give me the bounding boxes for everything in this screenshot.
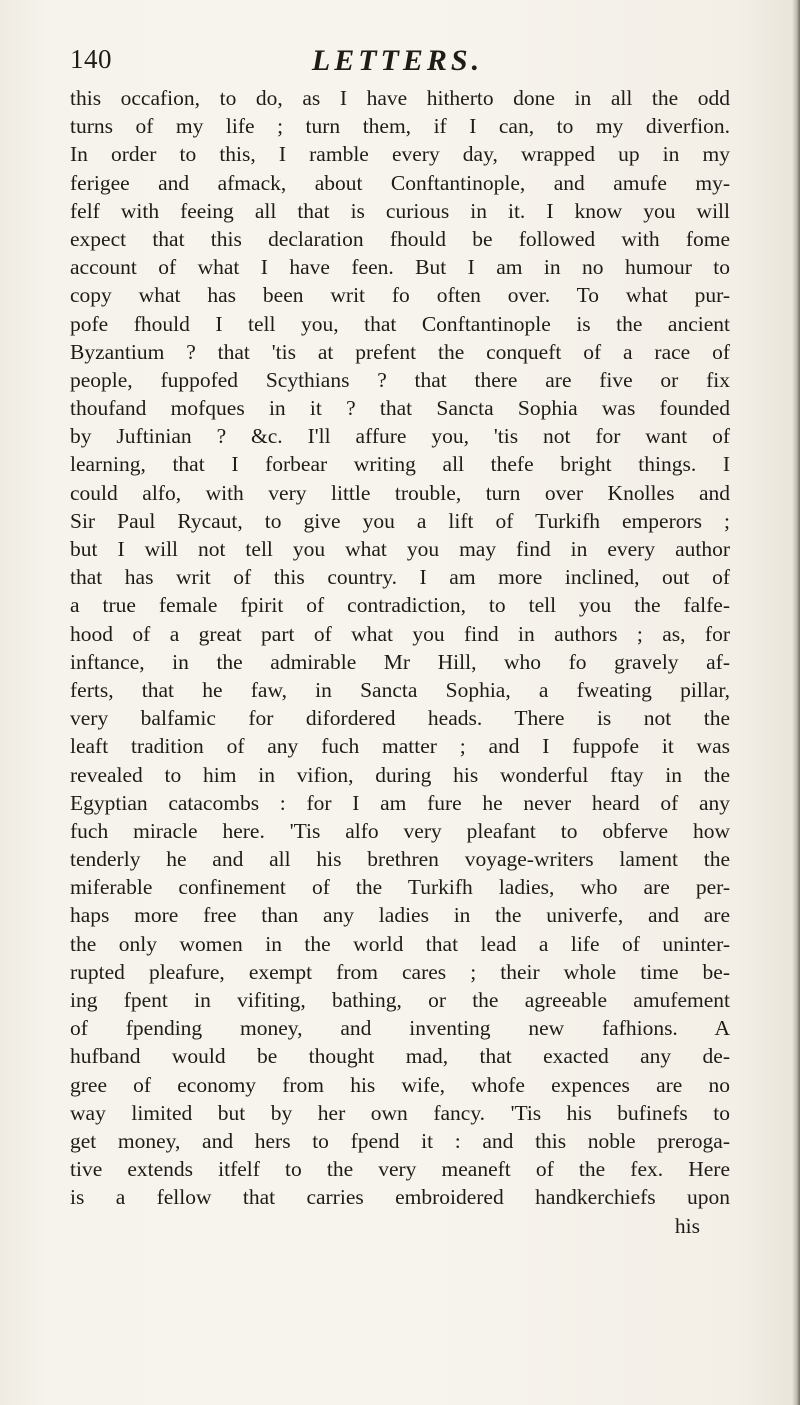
text-line: the only women in the world that lead a life of uninter- [70,931,730,956]
text-line: tive extends itfelf to the very meaneft of the fex. Here [70,1157,730,1182]
text-line: pofe fhould I tell you, that Conftantinople is the ancient [70,311,730,336]
text-line: inftance, in the admirable Mr Hill, who fo gravely af- [70,649,730,674]
text-line: thoufand mofques in it ? that Sancta Sophia was founded [70,396,730,421]
text-line: way limited but by her own fancy. 'Tis his bufinefs to [70,1100,730,1125]
text-line: that has writ of this country. I am more inclined, out of [70,565,730,590]
text-line: haps more free than any ladies in the univerfe, and are [70,903,730,928]
text-line: this occafion, to do, as I have hitherto done in all the odd [70,86,730,110]
letter-body [70,84,730,1240]
text-line: but I will not tell you what you may find in every author [70,537,730,561]
text-line: hood of a great part of what you find in authors ; as, for [70,621,730,646]
text-line: miferable confinement of the Turkifh ladies, who are per- [70,875,730,900]
text-line: ing fpent in vifiting, bathing, or the agreeable amufement [70,988,730,1012]
text-line: fuch miracle here. 'Tis alfo very pleafant to obferve how [70,818,730,843]
text-line: gree of economy from his wife, whofe expences are no [70,1072,730,1097]
text-line: turns of my life ; turn them, if I can, to my diverfion. [70,114,730,139]
text-line: Egyptian catacombs : for I am fure he never heard of any [70,790,730,815]
text-line: ferts, that he faw, in Sancta Sophia, a fweating pillar, [70,677,730,702]
page-edge-shadow [792,0,800,1405]
text-line: rupted pleafure, exempt from cares ; their whole time be- [70,959,730,984]
text-line: felf with feeing all that is curious in it. I know you will [70,198,730,223]
text-line: learning, that I forbear writing all thefe bright things. I [70,452,730,477]
text-line: ferigee and afmack, about Conftantinople, and amufe my- [70,170,730,195]
text-line: by Juftinian ? &c. I'll affure you, 'tis not for want of [70,424,730,449]
catchword: his [674,1213,700,1238]
text-line: Byzantium ? that 'tis at prefent the conqueft of a race of [70,339,730,364]
text-line: a true female fpirit of contradiction, to tell you the falfe- [70,593,730,618]
text-line: could alfo, with very little trouble, turn over Knolles and [70,480,730,505]
text-line: copy what has been writ fo often over. To what pur- [70,283,730,308]
page-number: 140 [70,44,112,74]
text-line: leaft tradition of any fuch matter ; and I fuppofe it was [70,734,730,759]
text-line: of fpending money, and inventing new fafhions. A [70,1016,730,1041]
running-head: LETTERS. [311,44,484,77]
text-line: tenderly he and all his brethren voyage-writers lament the [70,847,730,872]
text-line: Sir Paul Rycaut, to give you a lift of Turkifh emperors ; [70,508,730,533]
text-line: account of what I have feen. But I am in no humour to [70,255,730,280]
text-line: In order to this, I ramble every day, wrapped up in my [70,142,730,167]
text-line: revealed to him in vifion, during his wonderful ftay in the [70,762,730,787]
text-line: very balfamic for difordered heads. There is not the [70,706,730,731]
text-line: hufband would be thought mad, that exacted any de- [70,1044,730,1069]
text-line: is a fellow that carries embroidered handkerchiefs upon [70,1185,730,1210]
text-line: expect that this declaration fhould be followed with fome [70,226,730,251]
text-line: people, fuppofed Scythians ? that there are five or fix [70,367,730,392]
text-line: get money, and hers to fpend it : and this noble preroga- [70,1128,730,1153]
